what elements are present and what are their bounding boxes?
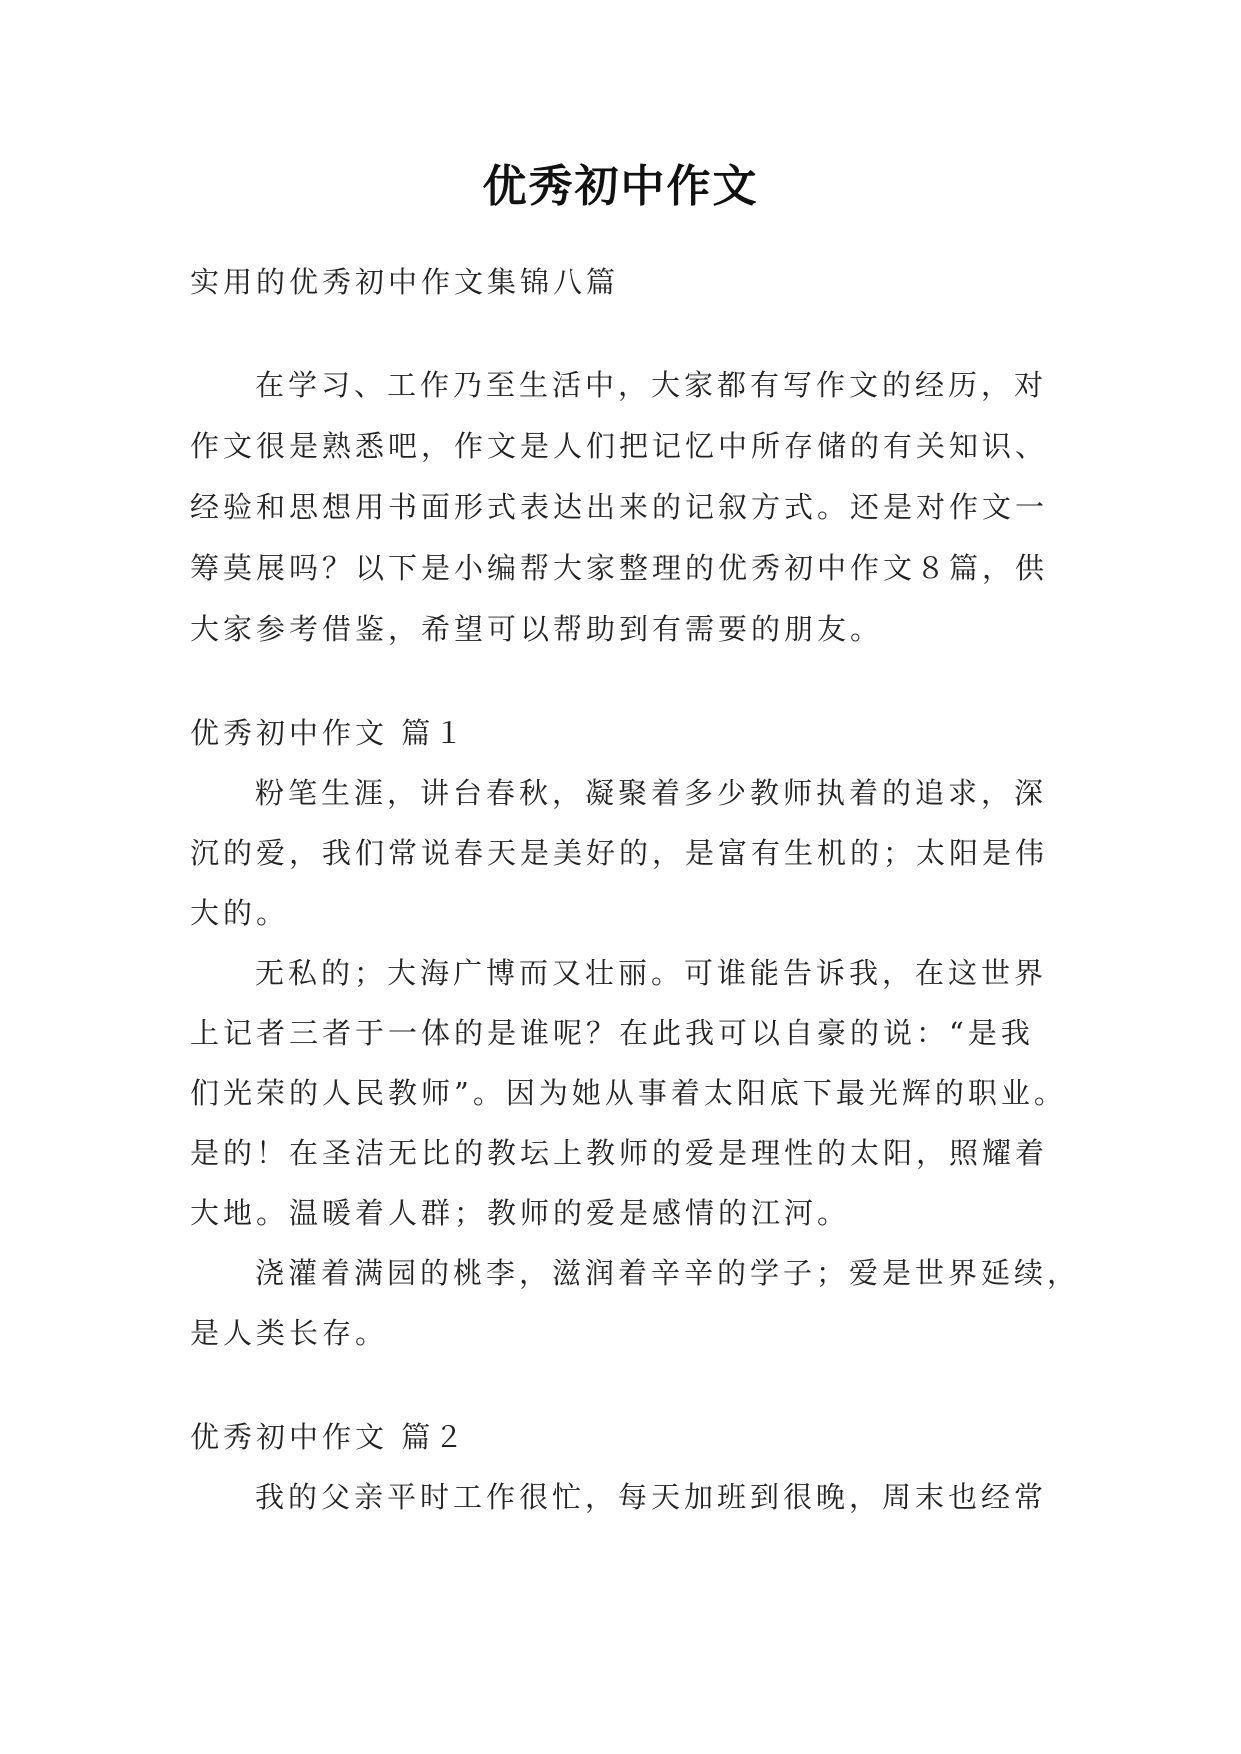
essay-line: 无私的；大海广博而又壮丽。可谁能告诉我，在这世界 bbox=[255, 956, 1048, 990]
intro-line: 经验和思想用书面形式表达出来的记叙方式。还是对作文一 bbox=[190, 490, 1049, 524]
essay-line: 我的父亲平时工作很忙，每天加班到很晚，周末也经常 bbox=[255, 1480, 1048, 1514]
essay-line: 大地。温暖着人群；教师的爱是感情的江河。 bbox=[190, 1196, 851, 1230]
intro-line: 在学习、工作乃至生活中，大家都有写作文的经历，对 bbox=[255, 368, 1048, 402]
essay-line: 粉笔生涯，讲台春秋，凝聚着多少教师执着的追求，深 bbox=[255, 776, 1048, 810]
essay-line: 上记者三者于一体的是谁呢？在此我可以自豪的说：“是我 bbox=[190, 1016, 1034, 1050]
document-subtitle: 实用的优秀初中作文集锦八篇 bbox=[190, 265, 620, 299]
intro-line: 筹莫展吗？以下是小编帮大家整理的优秀初中作文８篇，供 bbox=[190, 551, 1049, 585]
essay-heading: 优秀初中作文 篇１ bbox=[190, 716, 468, 750]
essay-line: 是人类长存。 bbox=[190, 1316, 389, 1350]
essay-heading: 优秀初中作文 篇２ bbox=[190, 1420, 468, 1454]
intro-line: 大家参考借鉴，希望可以帮助到有需要的朋友。 bbox=[190, 612, 884, 646]
essay-line: 们光荣的人民教师”。因为她从事着太阳底下最光辉的职业。 bbox=[190, 1076, 1067, 1110]
essay-line: 浇灌着满园的桃李，滋润着辛辛的学子；爱是世界延续， bbox=[255, 1256, 1081, 1290]
document-title: 优秀初中作文 bbox=[482, 161, 759, 212]
essay-line: 沉的爱，我们常说春天是美好的，是富有生机的；太阳是伟 bbox=[190, 836, 1049, 870]
essay-line: 是的！在圣洁无比的教坛上教师的爱是理性的太阳，照耀着 bbox=[190, 1136, 1049, 1170]
essay-line: 大的。 bbox=[190, 896, 290, 930]
intro-line: 作文很是熟悉吧，作文是人们把记忆中所存储的有关知识、 bbox=[190, 429, 1049, 463]
